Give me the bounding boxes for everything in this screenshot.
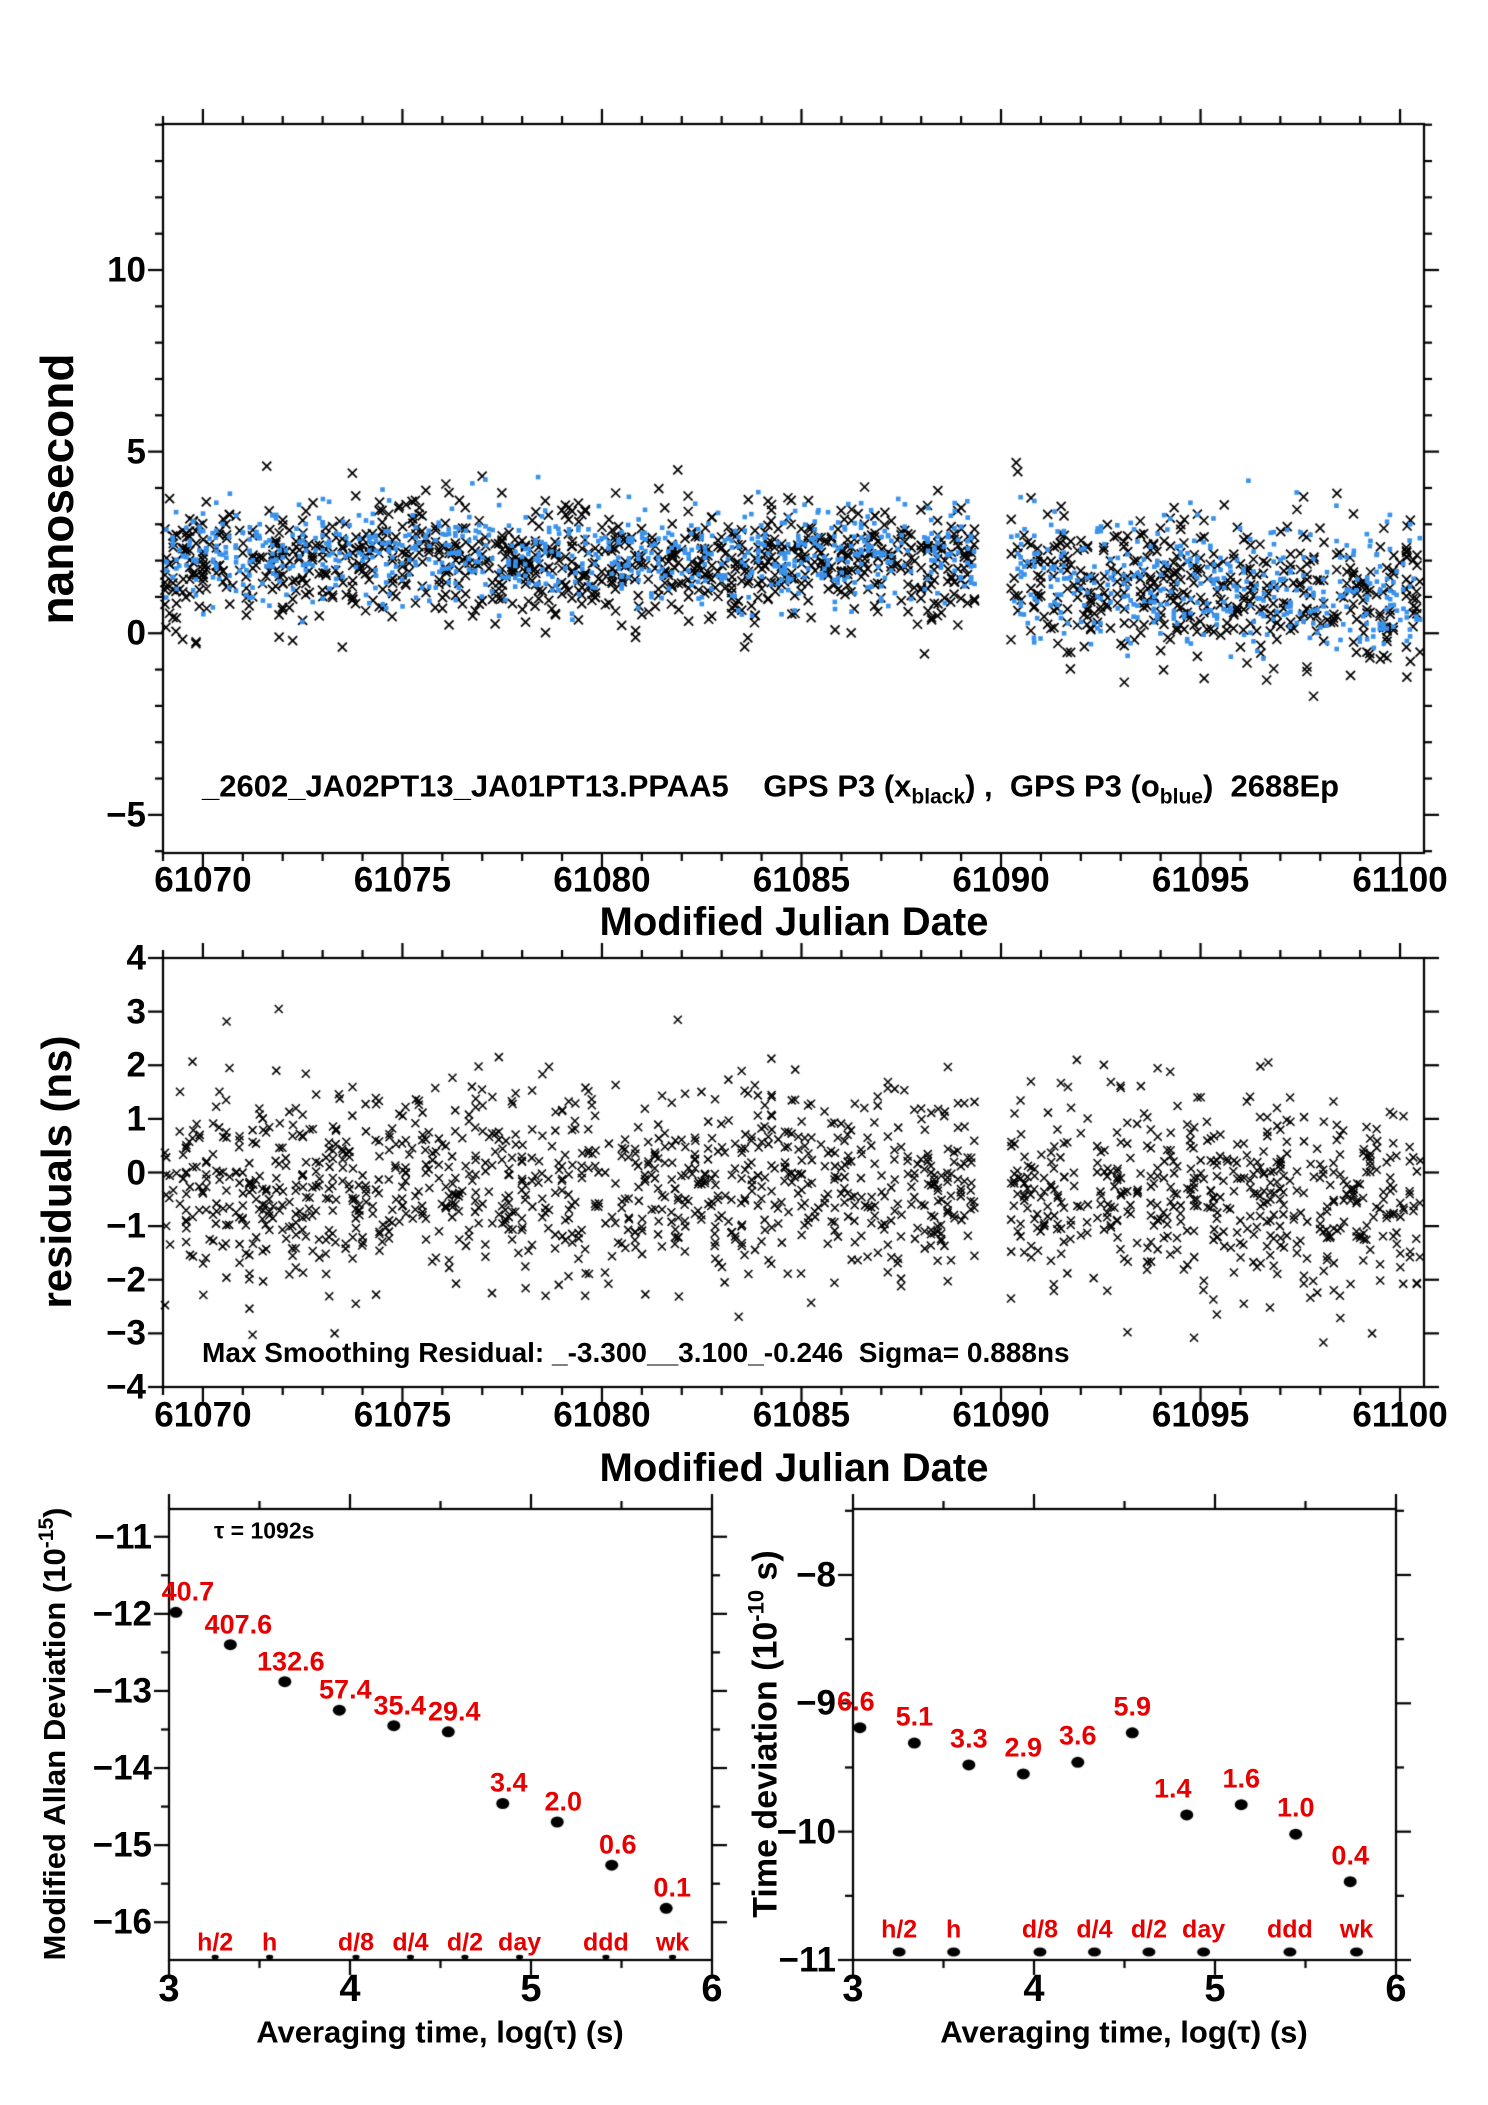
- title-gps-o: ) , GPS P3 (o: [965, 768, 1160, 804]
- y-tick-label: −1: [106, 1206, 146, 1246]
- tau-marker-label: h: [945, 1915, 962, 1944]
- y-tick-label: −9: [796, 1683, 836, 1723]
- x-tick-label: 61070: [154, 860, 252, 900]
- y-tick-label: −11: [778, 1940, 836, 1980]
- point-value-label: 1.0: [1276, 1792, 1315, 1823]
- y-tick-label: 1: [126, 1099, 146, 1139]
- tau-marker-label: wk: [655, 1928, 690, 1957]
- y-tick-label: −4: [106, 1367, 146, 1407]
- y-tick-label: −15: [92, 1825, 152, 1865]
- x-tick-label: 3: [842, 1968, 864, 2010]
- x-tick-label: 3: [158, 1968, 180, 2010]
- x-tick-label: 61080: [553, 860, 651, 900]
- point-value-label: 57.4: [319, 1674, 372, 1705]
- mad-label-exponent: -15: [35, 1517, 58, 1549]
- x-tick-label: 61085: [752, 1395, 851, 1435]
- tau-marker-label: wk: [1339, 1915, 1374, 1944]
- timedev-label-exponent: -10: [743, 1589, 769, 1622]
- tau-marker-label: d/4: [392, 1928, 429, 1957]
- tau-marker-label: day: [498, 1928, 542, 1957]
- y-axis-label-nanosecond: nanosecond: [31, 353, 83, 625]
- tau-marker-label: h/2: [197, 1928, 234, 1957]
- title-epochs: ) 2688Ep: [1202, 768, 1340, 804]
- mad-label-close: ): [37, 1507, 72, 1518]
- x-tick-label: 4: [339, 1968, 361, 2010]
- title-sub-blue: blue: [1159, 785, 1203, 809]
- point-value-label: 5.1: [895, 1701, 934, 1732]
- point-value-label: 35.4: [373, 1690, 427, 1721]
- x-tick-label: 61075: [353, 1395, 452, 1435]
- y-tick-label: −16: [92, 1902, 152, 1942]
- tau-marker-label: d/2: [446, 1928, 483, 1957]
- x-tick-label: 6: [701, 1968, 723, 2010]
- tau-annotation: τ = 1092s: [214, 1517, 315, 1544]
- y-tick-label: 2: [126, 1045, 146, 1085]
- point-value-label: 407.6: [204, 1609, 273, 1640]
- y-axis-label-residuals: residuals (ns): [33, 1035, 80, 1309]
- x-tick-label: 5: [1204, 1968, 1226, 2010]
- x-axis-label-avg-left: Averaging time, log(τ) (s): [256, 2014, 624, 2050]
- point-value-label: 2.9: [1004, 1732, 1043, 1763]
- title-separator: [729, 769, 763, 804]
- x-tick-label: 61075: [353, 860, 452, 900]
- tau-marker-label: h: [261, 1928, 278, 1957]
- point-value-label: 29.4: [428, 1696, 481, 1727]
- y-tick-label: −8: [796, 1555, 836, 1595]
- tau-marker-label: day: [1182, 1915, 1226, 1944]
- timedev-label-text: Time deviation (10: [746, 1621, 785, 1918]
- y-tick-label: −13: [92, 1671, 152, 1711]
- y-tick-label: −3: [106, 1313, 146, 1353]
- y-axis-label-mad: [36, 1508, 70, 1961]
- x-tick-label: 5: [520, 1968, 542, 2010]
- point-value-label: 3.3: [950, 1723, 988, 1754]
- x-tick-label: 61095: [1151, 860, 1250, 900]
- x-tick-label: 61085: [752, 860, 851, 900]
- tau-marker-label: d/2: [1130, 1915, 1167, 1944]
- point-value-label: 0.4: [1331, 1840, 1369, 1871]
- x-tick-label: 61070: [154, 1395, 252, 1435]
- point-value-label: 1.4: [1153, 1773, 1192, 1804]
- title-file: _2602_JA02PT13_JA01PT13.PPAA5: [202, 768, 729, 804]
- top-plot-title: [202, 768, 1340, 809]
- x-tick-label: 61095: [1151, 1395, 1250, 1435]
- y-tick-label: −10: [776, 1812, 836, 1852]
- tau-marker-label: d/4: [1076, 1915, 1113, 1944]
- tau-marker-label: d/8: [1021, 1915, 1059, 1944]
- x-axis-label-mjd-mid: Modified Julian Date: [599, 1446, 989, 1490]
- x-tick-label: 61100: [1352, 1395, 1448, 1435]
- y-tick-label: −14: [92, 1748, 152, 1788]
- x-axis-label-mjd-top: Modified Julian Date: [599, 900, 989, 944]
- y-tick-label: 4: [126, 938, 146, 978]
- title-sub-black: black: [911, 785, 966, 809]
- point-value-label: 6.6: [837, 1686, 875, 1717]
- max-smoothing-residual-annotation: Max Smoothing Residual: _-3.300__3.100_-0.246 Sigma= 0.888ns: [202, 1337, 1070, 1368]
- point-value-label: 2.0: [544, 1786, 583, 1817]
- tau-marker-label: ddd: [1267, 1915, 1313, 1944]
- point-value-label: 3.4: [489, 1767, 528, 1798]
- y-tick-label: −2: [106, 1260, 146, 1300]
- mad-label-text: Modified Allan Deviation (10: [37, 1548, 72, 1961]
- x-tick-label: 61100: [1352, 860, 1448, 900]
- x-tick-label: 4: [1023, 1968, 1045, 2010]
- point-value-label: 132.6: [257, 1646, 325, 1677]
- y-tick-label: −12: [92, 1594, 152, 1634]
- y-tick-label: 10: [107, 250, 146, 290]
- x-tick-label: 6: [1385, 1968, 1407, 2010]
- y-tick-label: 0: [126, 613, 146, 653]
- point-value-label: 1.6: [1222, 1763, 1261, 1794]
- y-tick-label: 3: [126, 992, 146, 1032]
- point-value-label: 3.6: [1059, 1720, 1097, 1751]
- title-gps-x: GPS P3 (x: [763, 768, 912, 804]
- y-tick-label: −5: [106, 795, 146, 835]
- tau-marker-label: ddd: [583, 1928, 629, 1957]
- y-tick-label: 5: [126, 432, 146, 472]
- y-axis-label-timedev: [743, 1550, 785, 1918]
- y-tick-label: 0: [126, 1153, 146, 1192]
- tau-marker-label: h/2: [881, 1915, 918, 1944]
- point-value-label: 40.7: [161, 1576, 215, 1607]
- point-value-label: 0.1: [653, 1872, 691, 1903]
- tau-marker-label: d/8: [337, 1928, 375, 1957]
- timedev-label-close: s): [746, 1550, 785, 1590]
- x-tick-label: 61080: [553, 1395, 651, 1435]
- x-axis-label-avg-right: Averaging time, log(τ) (s): [940, 2014, 1308, 2050]
- x-tick-label: 61090: [952, 860, 1050, 900]
- point-value-label: 0.6: [598, 1829, 637, 1860]
- point-value-label: 5.9: [1113, 1691, 1152, 1722]
- x-tick-label: 61090: [952, 1395, 1050, 1435]
- y-tick-label: −11: [94, 1517, 152, 1557]
